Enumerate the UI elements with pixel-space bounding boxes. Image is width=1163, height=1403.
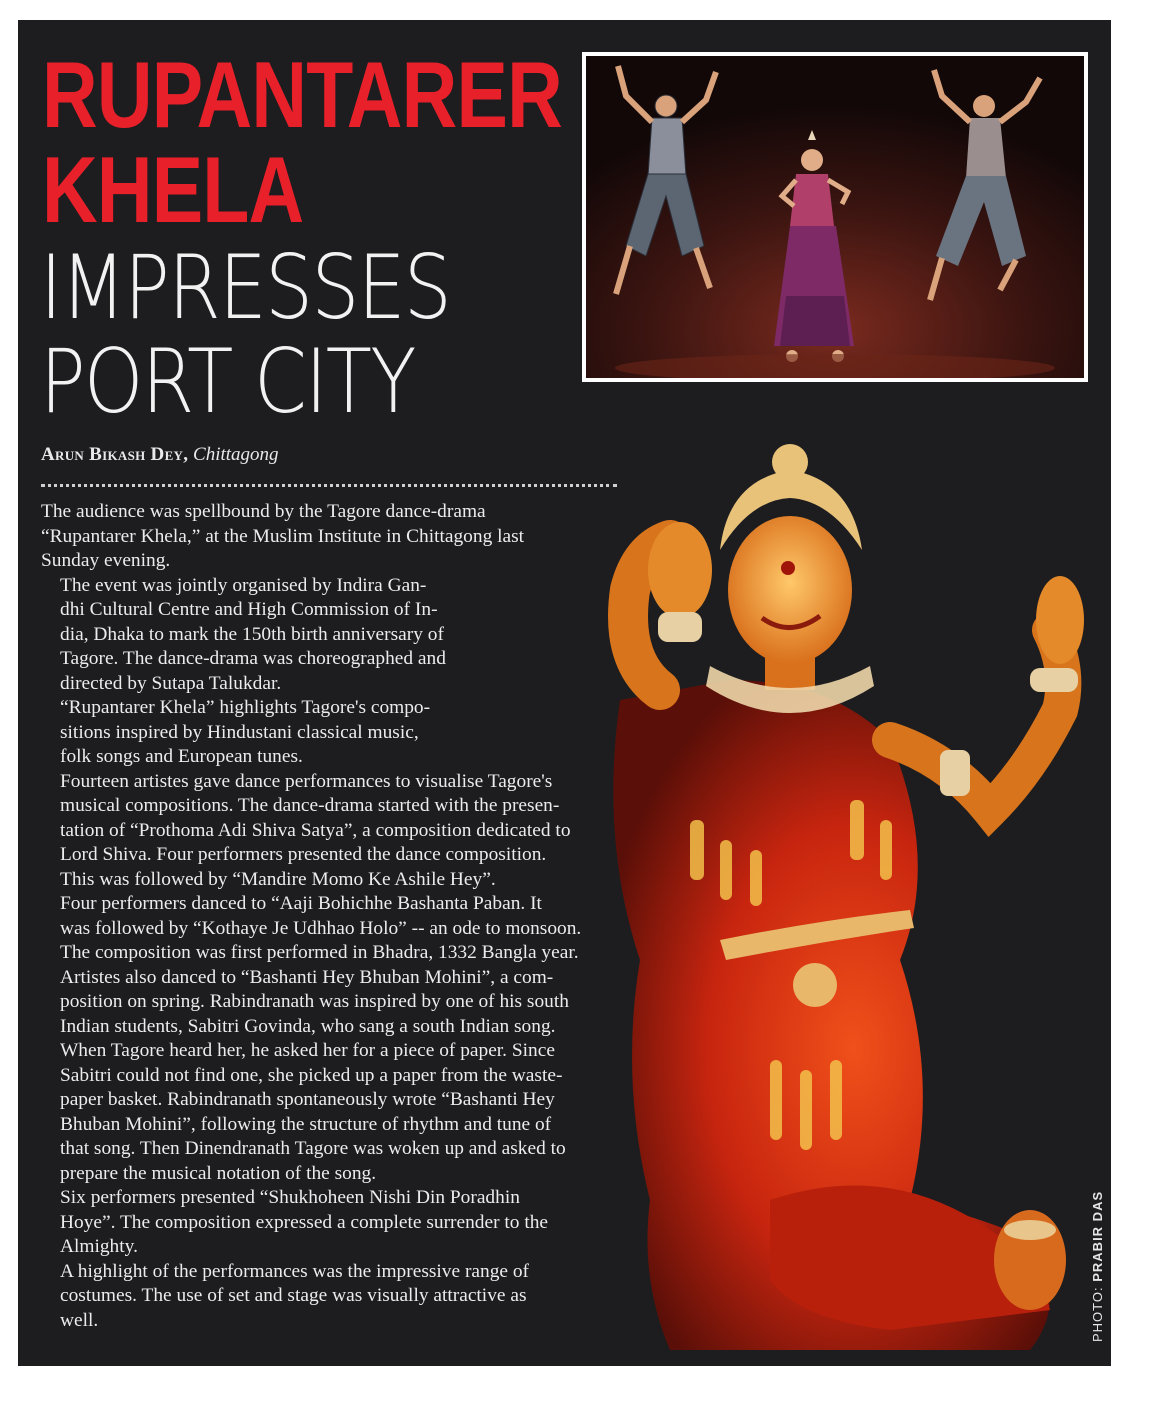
text-line: Sabitri could not find one, she picked up a paper from the waste-: [60, 1064, 563, 1086]
text-line: Hoye”. The composition expressed a complete surrender to the: [60, 1211, 549, 1233]
paragraph-8: [41, 1260, 641, 1334]
text-line: Indian students, Sabitri Govinda, who sang a south Indian song.: [60, 1015, 556, 1037]
text-line: musical compositions. The dance-drama started with the presen-: [60, 795, 560, 816]
text-line: Almighty.: [60, 1236, 138, 1257]
text-line: Fourteen artistes gave dance performances to visualise Tagore's: [60, 770, 553, 792]
text-line: Six performers presented “Shukhoheen Nishi Din Poradhin: [60, 1187, 520, 1208]
text-line: was followed by “Kothaye Je Udhhao Holo” -- an ode to monsoon.: [60, 917, 582, 939]
text-line: The event was jointly organised by Indira Gan-: [60, 574, 427, 596]
text-line: position on spring. Rabindranath was inspired by one of his south: [60, 991, 569, 1012]
text-line: This was followed by “Mandire Momo Ke Ashile Hey”.: [60, 868, 496, 890]
photo-credit-label: PHOTO:: [1090, 1286, 1105, 1342]
photo-credit: [1090, 1191, 1105, 1342]
inset-photo-illustration: [586, 56, 1084, 378]
paragraph-1: [41, 500, 641, 574]
text-line: folk songs and European tunes.: [60, 746, 303, 767]
text-line: “Rupantarer Khela” highlights Tagore's compo-: [60, 697, 431, 718]
paragraph-2: [41, 574, 641, 697]
text-line: sitions inspired by Hindustani classical music,: [60, 721, 419, 743]
text-line: “Rupantarer Khela,” at the Muslim Institute in Chittagong last: [41, 525, 525, 547]
text-line: Tagore. The dance-drama was choreographed and: [60, 648, 446, 669]
text-line: Sunday evening.: [41, 550, 171, 571]
paragraph-5: [41, 892, 641, 966]
text-line: paper basket. Rabindranath spontaneously wrote “Bashanti Hey: [60, 1089, 555, 1110]
text-line: Four performers danced to “Aaji Bohichhe Bashanta Paban. It: [60, 893, 542, 914]
text-line: The composition was first performed in Bhadra, 1332 Bangla year.: [60, 942, 579, 963]
text-line: directed by Sutapa Talukdar.: [60, 672, 282, 694]
byline-author: Arun Bikash Dey,: [41, 444, 189, 465]
text-line: costumes. The use of set and stage was visually attractive as: [60, 1285, 527, 1306]
photo-credit-name: PRABIR DAS: [1090, 1190, 1105, 1282]
text-line: dhi Cultural Centre and High Commission of In-: [60, 599, 438, 620]
paragraph-3: [41, 696, 641, 770]
text-line: prepare the musical notation of the song.: [60, 1162, 377, 1184]
text-line: Lord Shiva. Four performers presented the dance composition.: [60, 844, 547, 865]
article-panel: [18, 20, 1111, 1366]
dotted-divider: [41, 484, 617, 487]
text-line: that song. Then Dinendranath Tagore was woken up and asked to: [60, 1138, 566, 1159]
headline-line-2: KHELA: [42, 137, 304, 242]
byline: [41, 444, 279, 466]
text-line: tation of “Prothoma Adi Shiva Satya”, a composition dedicated to: [60, 819, 571, 841]
text-line: A highlight of the performances was the impressive range of: [60, 1260, 530, 1282]
paragraph-6: [41, 966, 641, 1187]
text-line: Artistes also danced to “Bashanti Hey Bhuban Mohini”, a com-: [60, 966, 554, 988]
byline-location: Chittagong: [193, 444, 279, 465]
headline-line-1: RUPANTARER: [42, 42, 562, 147]
article-body: [41, 500, 641, 1333]
text-line: Bhuban Mohini”, following the structure of rhythm and tune of: [60, 1113, 552, 1135]
text-line: The audience was spellbound by the Tagore dance-drama: [41, 501, 486, 522]
text-line: well.: [60, 1309, 99, 1331]
headline-line-4: PORT CITY: [40, 330, 415, 433]
text-line: dia, Dhaka to mark the 150th birth anniversary of: [60, 623, 444, 645]
paragraph-4: [41, 770, 641, 893]
headline-line-3: IMPRESSES: [40, 236, 451, 339]
inset-photo-three-dancers: [582, 52, 1088, 382]
paragraph-7: [41, 1186, 641, 1260]
text-line: When Tagore heard her, he asked her for a piece of paper. Since: [60, 1040, 555, 1061]
